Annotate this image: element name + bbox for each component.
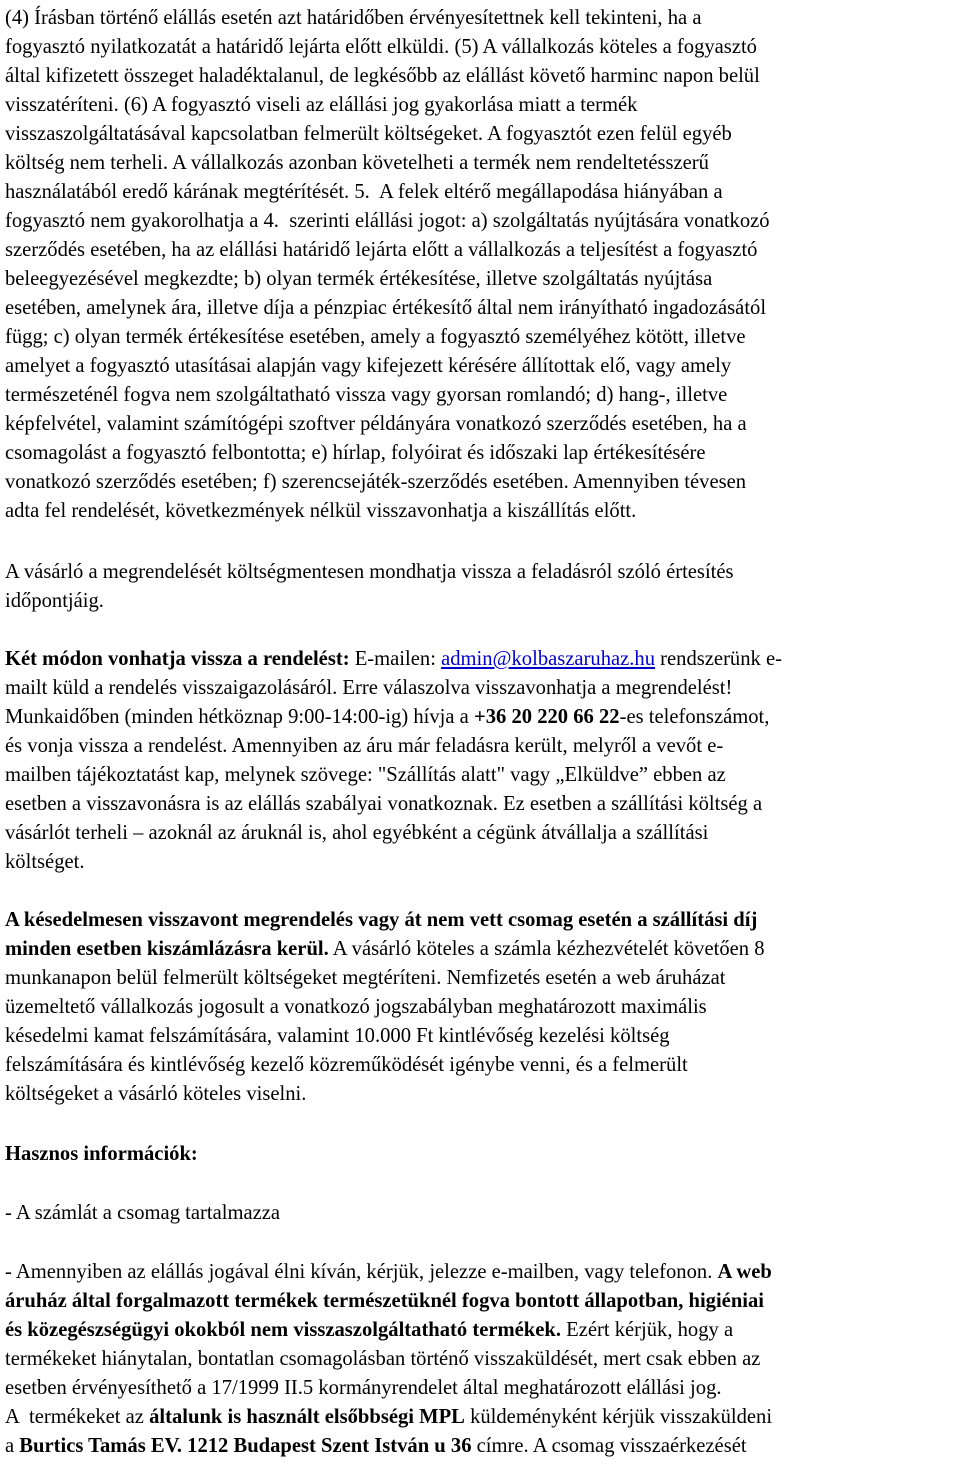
cancel-methods-line-1 (5, 645, 782, 674)
return-bold-3: és közegészségügyi okokból nem visszaszolgáltatható termékek. (5, 1319, 561, 1341)
return-bold-mpl: általunk is használt elsőbbségi MPL (149, 1406, 465, 1428)
return-text-7: a (5, 1435, 20, 1457)
bullet-return-line-4: termékeket hiánytalan, bontatlan csomagolásban történő visszaküldését, mert csak ebben az (5, 1348, 761, 1370)
return-text-3: Ezért kérjük, hogy a (560, 1319, 734, 1341)
email-label: E-mailen: (349, 648, 442, 670)
withdrawal-rules-line-7: használatából eredő kárának megtérítését. 5. A felek eltérő megállapodása hiányában a (5, 181, 723, 203)
return-bold-2: áruház által forgalmazott termékek természetüknél fogva bontott állapotban, higiéniai (5, 1290, 765, 1312)
return-bold-start: A web (717, 1261, 772, 1283)
bullet-return-line-5: esetben érvényesíthető a 17/1999 II.5 kormányrendelet által meghatározott elállási jog. (5, 1377, 722, 1399)
late-cancel-line-1 (5, 906, 757, 935)
late-cancel-bold-2: minden esetben kiszámlázásra kerül. (5, 938, 329, 960)
withdrawal-rules-line-8: fogyasztó nem gyakorolhatja a 4. szerinti elállási jogot: a) szolgáltatás nyújtására vonatkozó (5, 210, 770, 232)
cancel-methods-text: rendszerünk e- (655, 648, 782, 670)
bullet-return-line-7 (5, 1432, 747, 1461)
phone-suffix: -es telefonszámot, (619, 706, 770, 728)
cancel-methods-line-5: mailben tájékoztatást kap, melynek szövege: "Szállítás alatt" vagy „Elküldve” ebben az (5, 764, 726, 786)
late-cancel-line-7: költségeket a vásárló köteles viselni. (5, 1083, 307, 1105)
cancel-methods-line-2: mailt küld a rendelés visszaigazolásáról. Erre válaszolva visszavonhatja a megrendelést! (5, 677, 733, 699)
phone-number: +36 20 220 66 22 (473, 706, 620, 728)
bullet-return-line-1 (5, 1258, 772, 1287)
phone-intro: Munkaidőben (minden hétköznap 9:00-14:00-ig) hívja a (5, 706, 474, 728)
cancel-methods-line-8: költséget. (5, 851, 85, 873)
withdrawal-rules-line-16: csomagolást a fogyasztó felbontotta; e) hírlap, folyóirat és időszaki lap értékesítésére (5, 442, 706, 464)
withdrawal-rules-line-6: költség nem terheli. A vállalkozás azonban követelheti a termék nem rendeltetésszerű (5, 152, 709, 174)
return-text-6: A termékeket az (5, 1406, 150, 1428)
bullet-invoice: - A számlát a csomag tartalmazza (5, 1202, 281, 1224)
cancel-methods-line-7: vásárlót terheli – azoknál az áruknál is, ahol egyébként a cégünk átvállalja a szállítási (5, 822, 709, 844)
withdrawal-rules-line-14: természeténél fogva nem szolgáltatható vissza vagy gyorsan romlandó; d) hang-, illetve (5, 384, 728, 406)
withdrawal-rules-line-4: visszatéríteni. (6) A fogyasztó viseli az elállási jog gyakorlása miatt a termék (5, 94, 638, 116)
late-cancel-text: A vásárló köteles a számla kézhezvételét követően 8 (328, 938, 765, 960)
email-link[interactable]: admin@kolbaszaruhaz.hu (441, 648, 656, 670)
return-address: Burtics Tamás EV. 1212 Budapest Szent István u 36 (19, 1435, 472, 1457)
paragraph-free-cancel-line-2: időpontjáig. (5, 590, 104, 612)
withdrawal-rules-line-3: által kifizetett összeget haladéktalanul, de legkésőbb az elállást követő harminc napon belül (5, 65, 760, 87)
withdrawal-rules-line-1: (4) Írásban történő elállás esetén azt határidőben érvényesítettnek kell tekinteni, ha a (5, 7, 702, 29)
cancel-methods-line-3 (5, 703, 769, 732)
cancel-methods-line-4: és vonja vissza a rendelést. Amennyiben az áru már feladásra került, melyről a vevőt e- (5, 735, 724, 757)
late-cancel-line-5: késedelmi kamat felszámítására, valamint 10.000 Ft kintlévőség kezelési költség (5, 1025, 670, 1047)
withdrawal-rules-line-17: vonatkozó szerződés esetében; f) szerencsejáték-szerződés esetében. Amennyiben tévesen (5, 471, 747, 493)
section-heading (5, 1140, 198, 1169)
withdrawal-rules-line-9: szerződés esetében, ha az elállási határidő lejárta előtt a vállalkozás a teljesítést a fogyasztó (5, 239, 758, 261)
late-cancel-line-6: felszámítására és kintlévőség kezelő közreműködését igénybe venni, és a felmerült (5, 1054, 688, 1076)
withdrawal-rules-line-11: esetében, amelynek ára, illetve díja a pénzpiac értékesítő által nem irányítható ingadozásától (5, 297, 767, 319)
paragraph-free-cancel-line-1: A vásárló a megrendelését költségmentesen mondhatja vissza a feladásról szóló értesítés (5, 561, 734, 583)
cancel-methods-line-6: esetben a visszavonásra is az elállás szabályai vonatkoznak. Ez esetben a szállítási költség a (5, 793, 763, 815)
withdrawal-rules-line-5: visszaszolgáltatásával kapcsolatban felmerült költségeket. A fogyasztót ezen felül egyéb (5, 123, 732, 145)
cancel-methods-intro: Két módon vonhatja vissza a rendelést: (5, 648, 350, 670)
heading-text: Hasznos információk: (5, 1143, 198, 1165)
withdrawal-rules-line-12: függ; c) olyan termék értékesítése esetében, amely a fogyasztó személyéhez kötött, illetve (5, 326, 746, 348)
late-cancel-line-2 (5, 935, 765, 964)
withdrawal-rules-line-10: beleegyezésével megkezdte; b) olyan termék értékesítése, illetve szolgáltatás nyújtása (5, 268, 713, 290)
bullet-return-line-6 (5, 1403, 772, 1432)
bullet-return-line-2 (5, 1287, 764, 1316)
return-text-6b: küldeményként kérjük visszaküldeni (464, 1406, 773, 1428)
return-text: - Amennyiben az elállás jogával élni kíván, kérjük, jelezze e-mailben, vagy telefonon. (5, 1261, 718, 1283)
return-text-7b: címre. A csomag visszaérkezését (471, 1435, 747, 1457)
late-cancel-bold-1: A késedelmesen visszavont megrendelés vagy át nem vett csomag esetén a szállítási díj (5, 909, 758, 931)
withdrawal-rules-line-18: adta fel rendelését, következmények nélkül visszavonhatja a kiszállítás előtt. (5, 500, 637, 522)
late-cancel-line-3: munkanapon belül felmerült költségeket megtéríteni. Nemfizetés esetén a web áruházat (5, 967, 726, 989)
withdrawal-rules-line-15: képfelvétel, valamint számítógépi szoftver példányára vonatkozó szerződés esetében, ha a (5, 413, 747, 435)
bullet-return-line-3 (5, 1316, 733, 1345)
withdrawal-rules-line-13: amelyet a fogyasztó utasításai alapján vagy kifejezett kérésére állítottak elő, vagy amely (5, 355, 732, 377)
late-cancel-line-4: üzemeltető vállalkozás jogosult a vonatkozó jogszabályban meghatározott maximális (5, 996, 707, 1018)
withdrawal-rules-line-2: fogyasztó nyilatkozatát a határidő lejárta előtt elküldi. (5) A vállalkozás köteles a fogyasztó (5, 36, 757, 58)
